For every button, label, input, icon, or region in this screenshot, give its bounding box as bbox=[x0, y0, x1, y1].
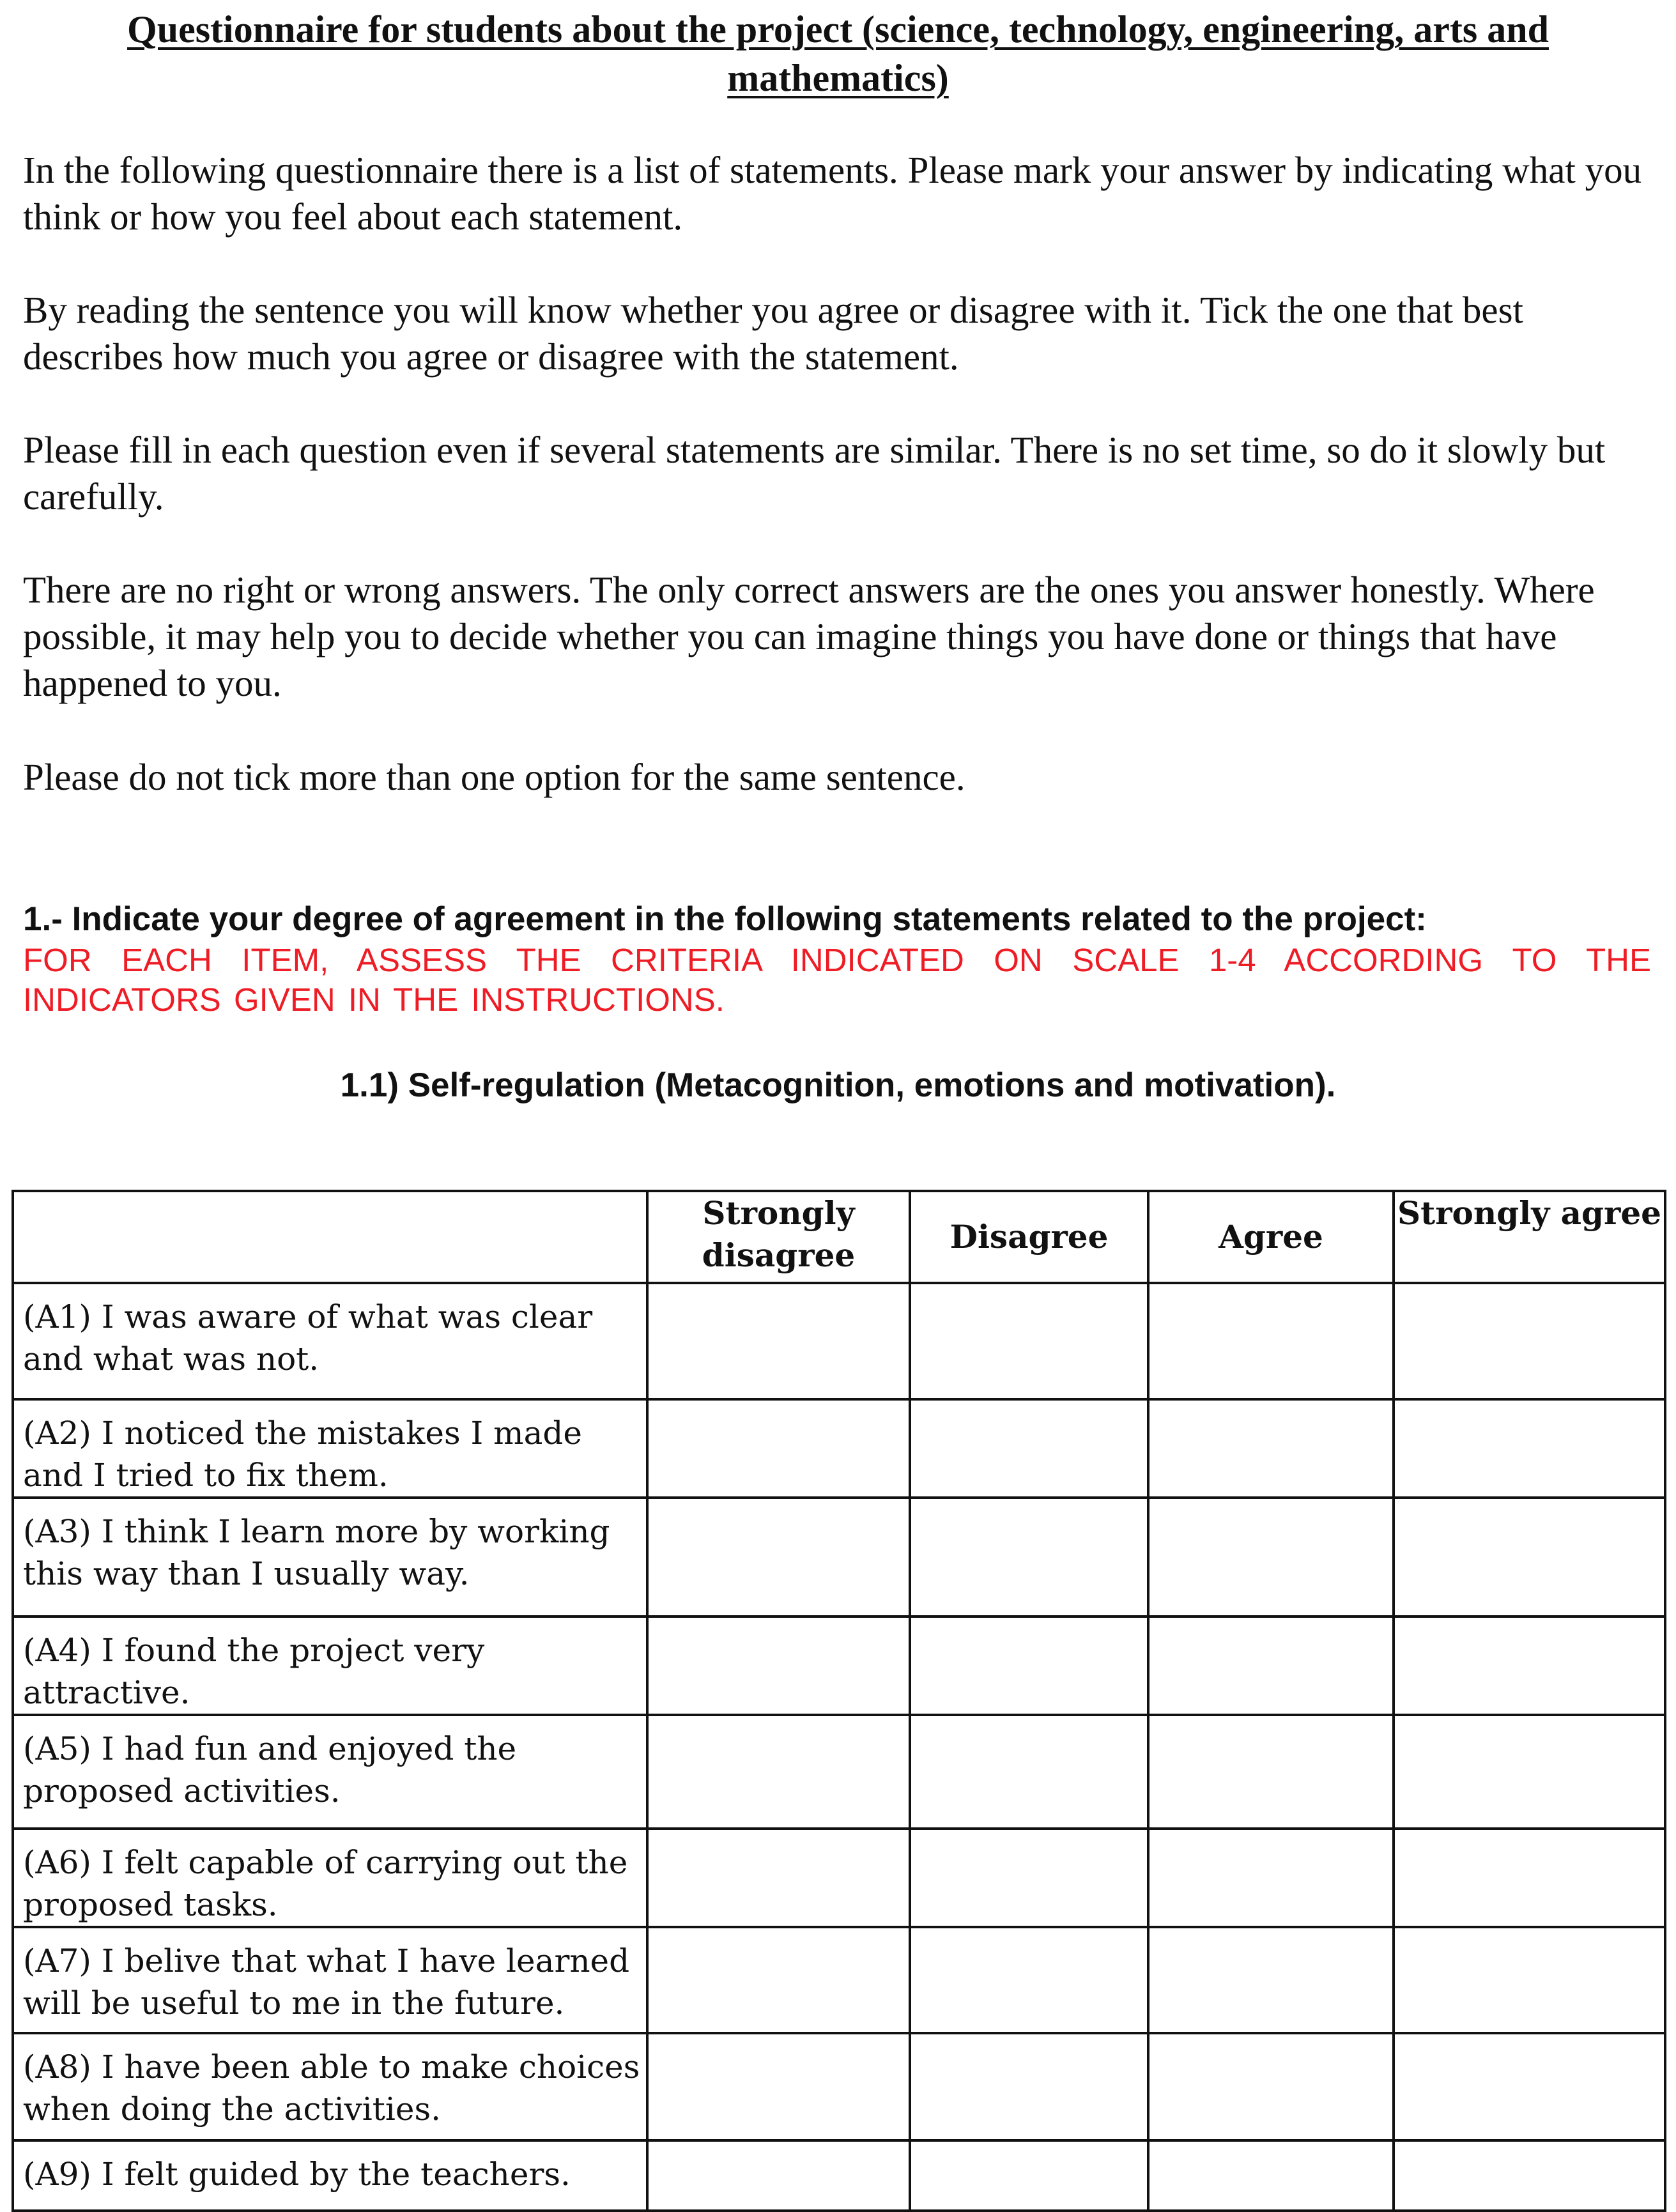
a8-strongly-agree-cell[interactable] bbox=[1394, 2033, 1665, 2140]
header-disagree: Disagree bbox=[910, 1191, 1148, 1283]
a2-strongly-agree-cell[interactable] bbox=[1394, 1399, 1665, 1498]
a7-agree-cell[interactable] bbox=[1148, 1927, 1394, 2033]
a6-strongly-disagree-cell[interactable] bbox=[647, 1829, 910, 1927]
a1-strongly-disagree-cell[interactable] bbox=[647, 1283, 910, 1399]
statement-a9: (A9) I felt guided by the teachers. bbox=[13, 2140, 647, 2211]
header-strongly-agree: Strongly agree bbox=[1394, 1191, 1665, 1283]
question-heading: 1.- Indicate your degree of agreement in the following statements related to the project: bbox=[23, 900, 1427, 938]
statement-a6: (A6) I felt capable of carrying out the proposed tasks. bbox=[13, 1829, 647, 1927]
a6-agree-cell[interactable] bbox=[1148, 1829, 1394, 1927]
statement-a7: (A7) I belive that what I have learned will be useful to me in the future. bbox=[13, 1927, 647, 2033]
statement-a5: (A5) I had fun and enjoyed the proposed activities. bbox=[13, 1715, 647, 1829]
a2-strongly-disagree-cell[interactable] bbox=[647, 1399, 910, 1498]
a3-strongly-disagree-cell[interactable] bbox=[647, 1498, 910, 1617]
a4-agree-cell[interactable] bbox=[1148, 1617, 1394, 1715]
intro-paragraph-5: Please do not tick more than one option for the same sentence. bbox=[23, 756, 965, 798]
a4-strongly-disagree-cell[interactable] bbox=[647, 1617, 910, 1715]
a7-strongly-disagree-cell[interactable] bbox=[647, 1927, 910, 2033]
table-row bbox=[13, 1829, 1665, 1927]
table-row bbox=[13, 2140, 1665, 2211]
a3-agree-cell[interactable] bbox=[1148, 1498, 1394, 1617]
document-title: Questionnaire for students about the project (science, technology, engineering, arts and mathematics) bbox=[127, 8, 1549, 99]
a2-disagree-cell[interactable] bbox=[910, 1399, 1148, 1498]
a1-disagree-cell[interactable] bbox=[910, 1283, 1148, 1399]
statement-a1: (A1) I was aware of what was clear and what was not. bbox=[13, 1283, 647, 1399]
a5-disagree-cell[interactable] bbox=[910, 1715, 1148, 1829]
table-row bbox=[13, 1498, 1665, 1617]
a9-strongly-disagree-cell[interactable] bbox=[647, 2140, 910, 2211]
table-row bbox=[13, 2033, 1665, 2140]
table-row bbox=[13, 1927, 1665, 2033]
a1-agree-cell[interactable] bbox=[1148, 1283, 1394, 1399]
a8-agree-cell[interactable] bbox=[1148, 2033, 1394, 2140]
intro-paragraph-1: In the following questionnaire there is a list of statements. Please mark your answer by indicating what you think or how you feel about each statement. bbox=[23, 149, 1642, 238]
table-header-row bbox=[13, 1191, 1665, 1283]
statement-a2: (A2) I noticed the mistakes I made and I tried to fix them. bbox=[13, 1399, 647, 1498]
a9-agree-cell[interactable] bbox=[1148, 2140, 1394, 2211]
likert-table bbox=[12, 1190, 1666, 2212]
a4-strongly-agree-cell[interactable] bbox=[1394, 1617, 1665, 1715]
statement-a4: (A4) I found the project very attractive. bbox=[13, 1617, 647, 1715]
a9-disagree-cell[interactable] bbox=[910, 2140, 1148, 2211]
a5-strongly-disagree-cell[interactable] bbox=[647, 1715, 910, 1829]
a6-strongly-agree-cell[interactable] bbox=[1394, 1829, 1665, 1927]
a1-strongly-agree-cell[interactable] bbox=[1394, 1283, 1665, 1399]
table-row bbox=[13, 1617, 1665, 1715]
statement-a8: (A8) I have been able to make choices when doing the activities. bbox=[13, 2033, 647, 2140]
statement-a3: (A3) I think I learn more by working this way than I usually way. bbox=[13, 1498, 647, 1617]
a5-agree-cell[interactable] bbox=[1148, 1715, 1394, 1829]
a8-disagree-cell[interactable] bbox=[910, 2033, 1148, 2140]
a6-disagree-cell[interactable] bbox=[910, 1829, 1148, 1927]
a7-disagree-cell[interactable] bbox=[910, 1927, 1148, 2033]
a9-strongly-agree-cell[interactable] bbox=[1394, 2140, 1665, 2211]
subsection-title: 1.1) Self-regulation (Metacognition, emotions and motivation). bbox=[340, 1066, 1336, 1104]
table-row bbox=[13, 1715, 1665, 1829]
header-strongly-disagree: Strongly disagree bbox=[647, 1191, 910, 1283]
table-row bbox=[13, 1399, 1665, 1498]
a7-strongly-agree-cell[interactable] bbox=[1394, 1927, 1665, 2033]
table-row bbox=[13, 1283, 1665, 1399]
intro-paragraph-4: There are no right or wrong answers. The only correct answers are the ones you answer honestly. Where possible, it may help you to decide whether you can imagine things you have done or things that have happened to you. bbox=[23, 569, 1595, 704]
a3-strongly-agree-cell[interactable] bbox=[1394, 1498, 1665, 1617]
a4-disagree-cell[interactable] bbox=[910, 1617, 1148, 1715]
intro-paragraph-2: By reading the sentence you will know whether you agree or disagree with it. Tick the one that best describes how much you agree or disagree with the statement. bbox=[23, 289, 1523, 378]
header-statement bbox=[13, 1191, 647, 1283]
question-instruction: FOR EACH ITEM, ASSESS THE CRITERIA INDICATED ON SCALE 1-4 ACCORDING TO THE INDICATORS GIVEN IN THE INSTRUCTIONS. bbox=[23, 942, 1651, 1018]
intro-paragraph-3: Please fill in each question even if several statements are similar. There is no set time, so do it slowly but carefully. bbox=[23, 429, 1606, 518]
header-agree: Agree bbox=[1148, 1191, 1394, 1283]
a2-agree-cell[interactable] bbox=[1148, 1399, 1394, 1498]
a8-strongly-disagree-cell[interactable] bbox=[647, 2033, 910, 2140]
a5-strongly-agree-cell[interactable] bbox=[1394, 1715, 1665, 1829]
a3-disagree-cell[interactable] bbox=[910, 1498, 1148, 1617]
